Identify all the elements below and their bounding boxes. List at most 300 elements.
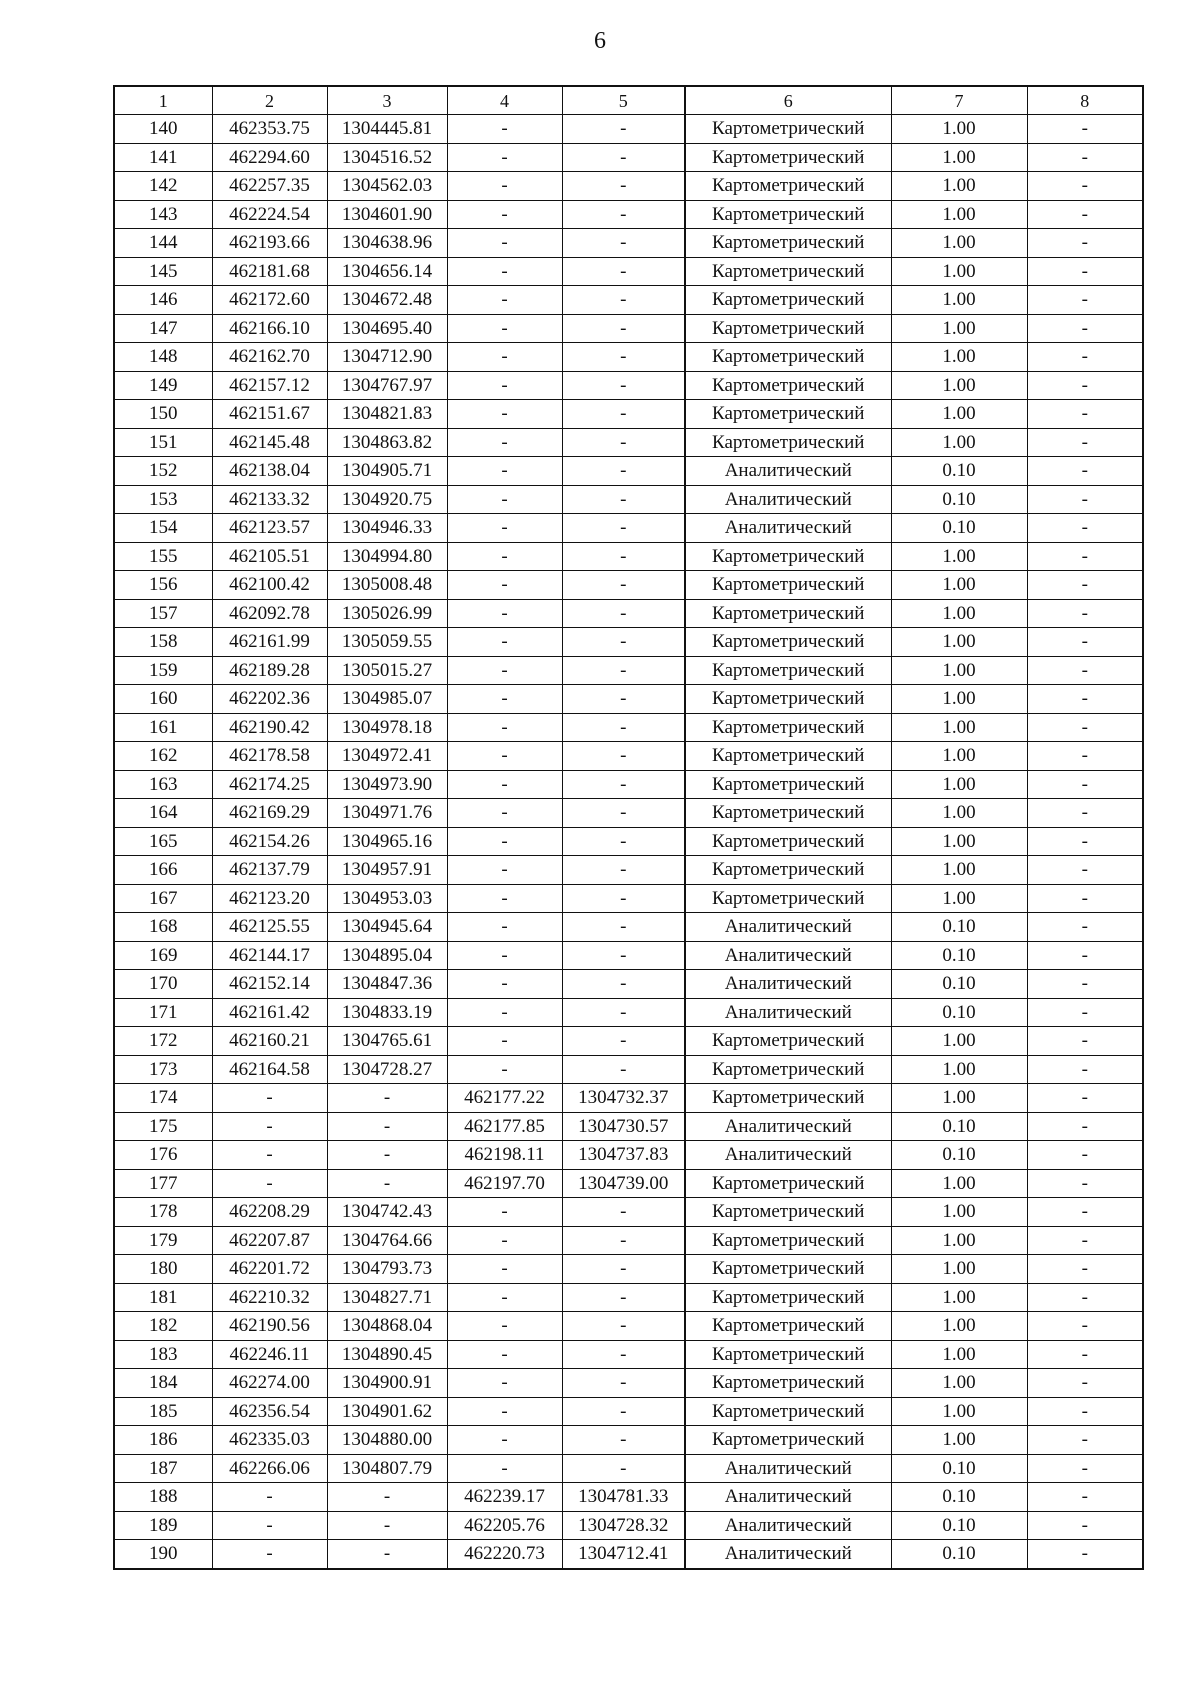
- table-cell-col-6: Картометрический: [685, 1340, 891, 1369]
- table-cell-col-3: 1304601.90: [327, 200, 447, 229]
- table-cell-col-8: -: [1027, 799, 1143, 828]
- table-row: [114, 1226, 1143, 1255]
- table-cell-col-1: 153: [114, 485, 212, 514]
- table-cell-col-7: 1.00: [891, 1255, 1027, 1284]
- table-cell-col-7: 0.10: [891, 970, 1027, 999]
- table-cell-col-3: 1304973.90: [327, 770, 447, 799]
- table-cell-col-1: 156: [114, 571, 212, 600]
- table-cell-col-3: -: [327, 1169, 447, 1198]
- table-cell-col-5: -: [562, 685, 685, 714]
- table-cell-col-6: Картометрический: [685, 371, 891, 400]
- table-cell-col-2: -: [212, 1112, 327, 1141]
- table-cell-col-3: 1304890.45: [327, 1340, 447, 1369]
- table-cell-col-5: -: [562, 599, 685, 628]
- table-cell-col-6: Картометрический: [685, 1198, 891, 1227]
- table-cell-col-6: Картометрический: [685, 400, 891, 429]
- table-cell-col-1: 179: [114, 1226, 212, 1255]
- table-cell-col-4: -: [447, 115, 562, 144]
- table-cell-col-7: 1.00: [891, 172, 1027, 201]
- table-header: [114, 86, 1143, 115]
- table-cell-col-1: 152: [114, 457, 212, 486]
- table-cell-col-1: 151: [114, 428, 212, 457]
- table-cell-col-1: 189: [114, 1511, 212, 1540]
- table-cell-col-8: -: [1027, 428, 1143, 457]
- table-cell-col-2: 462123.20: [212, 884, 327, 913]
- table-cell-col-7: 1.00: [891, 1397, 1027, 1426]
- table-cell-col-7: 0.10: [891, 913, 1027, 942]
- table-cell-col-3: 1304695.40: [327, 314, 447, 343]
- table-cell-col-8: -: [1027, 571, 1143, 600]
- table-cell-col-4: 462177.22: [447, 1084, 562, 1113]
- table-cell-col-2: 462356.54: [212, 1397, 327, 1426]
- table-cell-col-6: Картометрический: [685, 172, 891, 201]
- table-cell-col-2: -: [212, 1540, 327, 1569]
- table-cell-col-6: Картометрический: [685, 1369, 891, 1398]
- table-row: [114, 941, 1143, 970]
- table-cell-col-6: Картометрический: [685, 1283, 891, 1312]
- table-cell-col-5: -: [562, 371, 685, 400]
- table-cell-col-2: 462154.26: [212, 827, 327, 856]
- table-cell-col-4: -: [447, 827, 562, 856]
- table-cell-col-5: -: [562, 286, 685, 315]
- table-cell-col-5: -: [562, 428, 685, 457]
- table-cell-col-2: 462125.55: [212, 913, 327, 942]
- table-cell-col-8: -: [1027, 1169, 1143, 1198]
- table-cell-col-7: 0.10: [891, 1112, 1027, 1141]
- table-cell-col-4: -: [447, 1340, 562, 1369]
- table-cell-col-8: -: [1027, 115, 1143, 144]
- table-row: [114, 599, 1143, 628]
- table-cell-col-7: 1.00: [891, 799, 1027, 828]
- table-cell-col-2: 462172.60: [212, 286, 327, 315]
- table-row: [114, 257, 1143, 286]
- table-cell-col-1: 161: [114, 713, 212, 742]
- table-cell-col-3: -: [327, 1540, 447, 1569]
- table-cell-col-5: -: [562, 485, 685, 514]
- table-cell-col-8: -: [1027, 485, 1143, 514]
- table-cell-col-1: 188: [114, 1483, 212, 1512]
- table-row: [114, 656, 1143, 685]
- table-cell-col-1: 184: [114, 1369, 212, 1398]
- table-cell-col-4: -: [447, 542, 562, 571]
- table-cell-col-8: -: [1027, 343, 1143, 372]
- table-cell-col-1: 143: [114, 200, 212, 229]
- table-cell-col-5: -: [562, 656, 685, 685]
- table-row: [114, 827, 1143, 856]
- table-cell-col-3: 1304793.73: [327, 1255, 447, 1284]
- table-cell-col-5: -: [562, 1340, 685, 1369]
- table-cell-col-5: -: [562, 742, 685, 771]
- table-cell-col-5: -: [562, 571, 685, 600]
- table-cell-col-7: 0.10: [891, 1141, 1027, 1170]
- table-cell-col-1: 147: [114, 314, 212, 343]
- table-cell-col-4: -: [447, 941, 562, 970]
- table-cell-col-5: -: [562, 143, 685, 172]
- table-cell-col-5: -: [562, 514, 685, 543]
- table-cell-col-3: -: [327, 1483, 447, 1512]
- table-cell-col-7: 1.00: [891, 656, 1027, 685]
- table-cell-col-5: -: [562, 1283, 685, 1312]
- table-row: [114, 1511, 1143, 1540]
- table-cell-col-5: -: [562, 1027, 685, 1056]
- table-cell-col-4: -: [447, 485, 562, 514]
- table-cell-col-2: 462201.72: [212, 1255, 327, 1284]
- table-cell-col-1: 170: [114, 970, 212, 999]
- table-cell-col-5: -: [562, 1226, 685, 1255]
- table-cell-col-2: -: [212, 1511, 327, 1540]
- table-cell-col-5: -: [562, 257, 685, 286]
- table-cell-col-6: Аналитический: [685, 1483, 891, 1512]
- table-cell-col-7: 0.10: [891, 1483, 1027, 1512]
- table-cell-col-3: 1304971.76: [327, 799, 447, 828]
- table-cell-col-5: 1304712.41: [562, 1540, 685, 1569]
- table-cell-col-8: -: [1027, 542, 1143, 571]
- table-cell-col-5: 1304732.37: [562, 1084, 685, 1113]
- table-cell-col-4: -: [447, 1226, 562, 1255]
- table-cell-col-2: 462123.57: [212, 514, 327, 543]
- table-cell-col-8: -: [1027, 400, 1143, 429]
- table-row: [114, 400, 1143, 429]
- table-cell-col-3: 1304445.81: [327, 115, 447, 144]
- table-cell-col-3: 1304868.04: [327, 1312, 447, 1341]
- table-row: [114, 1397, 1143, 1426]
- table-cell-col-7: 0.10: [891, 941, 1027, 970]
- table-cell-col-1: 176: [114, 1141, 212, 1170]
- table-cell-col-6: Аналитический: [685, 970, 891, 999]
- table-cell-col-3: 1304712.90: [327, 343, 447, 372]
- table-cell-col-2: -: [212, 1169, 327, 1198]
- table-cell-col-1: 162: [114, 742, 212, 771]
- table-cell-col-2: 462174.25: [212, 770, 327, 799]
- table-cell-col-3: 1304562.03: [327, 172, 447, 201]
- table-cell-col-4: -: [447, 998, 562, 1027]
- table-cell-col-8: -: [1027, 713, 1143, 742]
- table-cell-col-1: 158: [114, 628, 212, 657]
- page-number: 6: [594, 28, 606, 54]
- table-cell-col-6: Картометрический: [685, 827, 891, 856]
- table-cell-col-2: 462133.32: [212, 485, 327, 514]
- table-cell-col-8: -: [1027, 599, 1143, 628]
- table-cell-col-8: -: [1027, 1483, 1143, 1512]
- table-row: [114, 1084, 1143, 1113]
- table-cell-col-2: -: [212, 1084, 327, 1113]
- table-cell-col-8: -: [1027, 998, 1143, 1027]
- table-cell-col-1: 141: [114, 143, 212, 172]
- table-row: [114, 1055, 1143, 1084]
- table-cell-col-8: -: [1027, 941, 1143, 970]
- table-cell-col-1: 186: [114, 1426, 212, 1455]
- table-cell-col-6: Картометрический: [685, 257, 891, 286]
- table-cell-col-8: -: [1027, 1426, 1143, 1455]
- table-row: [114, 514, 1143, 543]
- table-cell-col-5: -: [562, 770, 685, 799]
- table-cell-col-7: 0.10: [891, 1454, 1027, 1483]
- table-cell-col-4: -: [447, 1283, 562, 1312]
- table-cell-col-2: 462161.99: [212, 628, 327, 657]
- table-cell-col-4: -: [447, 1426, 562, 1455]
- table-cell-col-8: -: [1027, 286, 1143, 315]
- table-cell-col-5: -: [562, 115, 685, 144]
- table-cell-col-3: 1304821.83: [327, 400, 447, 429]
- table-cell-col-7: 0.10: [891, 1511, 1027, 1540]
- table-row: [114, 172, 1143, 201]
- table-cell-col-3: 1304985.07: [327, 685, 447, 714]
- table-cell-col-3: 1305008.48: [327, 571, 447, 600]
- table-row: [114, 1340, 1143, 1369]
- table-cell-col-3: 1304764.66: [327, 1226, 447, 1255]
- table-cell-col-6: Картометрический: [685, 1397, 891, 1426]
- table-cell-col-3: 1304638.96: [327, 229, 447, 258]
- table-cell-col-4: -: [447, 1454, 562, 1483]
- table-row: [114, 286, 1143, 315]
- table-row: [114, 1283, 1143, 1312]
- table-cell-col-5: 1304781.33: [562, 1483, 685, 1512]
- table-cell-col-8: -: [1027, 1112, 1143, 1141]
- table-cell-col-1: 180: [114, 1255, 212, 1284]
- table-cell-col-3: 1304946.33: [327, 514, 447, 543]
- table-cell-col-4: 462205.76: [447, 1511, 562, 1540]
- table-cell-col-3: 1305059.55: [327, 628, 447, 657]
- table-cell-col-8: -: [1027, 685, 1143, 714]
- table-cell-col-7: 1.00: [891, 143, 1027, 172]
- table-cell-col-8: -: [1027, 656, 1143, 685]
- table-cell-col-3: 1304765.61: [327, 1027, 447, 1056]
- table-cell-col-8: -: [1027, 1540, 1143, 1569]
- table-cell-col-3: 1304767.97: [327, 371, 447, 400]
- header-row: [114, 86, 1143, 115]
- table-cell-col-5: -: [562, 970, 685, 999]
- table-cell-col-7: 0.10: [891, 485, 1027, 514]
- table-row: [114, 200, 1143, 229]
- table-cell-col-7: 1.00: [891, 314, 1027, 343]
- table-cell-col-8: -: [1027, 314, 1143, 343]
- table-cell-col-7: 1.00: [891, 257, 1027, 286]
- table-row: [114, 371, 1143, 400]
- table-cell-col-5: -: [562, 343, 685, 372]
- table-cell-col-7: 0.10: [891, 457, 1027, 486]
- table-cell-col-7: 1.00: [891, 884, 1027, 913]
- table-cell-col-7: 1.00: [891, 1198, 1027, 1227]
- table-cell-col-1: 146: [114, 286, 212, 315]
- table-cell-col-7: 1.00: [891, 286, 1027, 315]
- column-header-4: 4: [447, 86, 562, 115]
- table-cell-col-2: 462246.11: [212, 1340, 327, 1369]
- column-header-1: 1: [114, 86, 212, 115]
- table-cell-col-8: -: [1027, 1511, 1143, 1540]
- table-cell-col-1: 140: [114, 115, 212, 144]
- table-cell-col-8: -: [1027, 1340, 1143, 1369]
- table-cell-col-4: -: [447, 428, 562, 457]
- table-cell-col-7: 0.10: [891, 1540, 1027, 1569]
- table-cell-col-1: 181: [114, 1283, 212, 1312]
- table-cell-col-6: Картометрический: [685, 685, 891, 714]
- table-cell-col-6: Картометрический: [685, 799, 891, 828]
- table-cell-col-4: -: [447, 656, 562, 685]
- table-cell-col-2: 462274.00: [212, 1369, 327, 1398]
- table-row: [114, 1141, 1143, 1170]
- table-cell-col-6: Картометрический: [685, 229, 891, 258]
- table-cell-col-6: Аналитический: [685, 485, 891, 514]
- table-cell-col-3: 1304900.91: [327, 1369, 447, 1398]
- table-cell-col-5: 1304730.57: [562, 1112, 685, 1141]
- table-cell-col-2: 462137.79: [212, 856, 327, 885]
- table-row: [114, 1454, 1143, 1483]
- table-cell-col-5: -: [562, 400, 685, 429]
- table-cell-col-6: Картометрический: [685, 713, 891, 742]
- table-cell-col-4: -: [447, 1055, 562, 1084]
- table-row: [114, 115, 1143, 144]
- table-cell-col-4: -: [447, 1397, 562, 1426]
- table-cell-col-6: Картометрический: [685, 542, 891, 571]
- table-cell-col-2: 462266.06: [212, 1454, 327, 1483]
- table-cell-col-6: Картометрический: [685, 571, 891, 600]
- table-cell-col-1: 166: [114, 856, 212, 885]
- table-cell-col-5: -: [562, 941, 685, 970]
- table-cell-col-4: -: [447, 1198, 562, 1227]
- table-cell-col-5: 1304728.32: [562, 1511, 685, 1540]
- table-cell-col-4: -: [447, 400, 562, 429]
- table-cell-col-4: -: [447, 571, 562, 600]
- table-cell-col-2: 462160.21: [212, 1027, 327, 1056]
- table-cell-col-2: 462294.60: [212, 143, 327, 172]
- table-cell-col-2: 462161.42: [212, 998, 327, 1027]
- table-cell-col-7: 1.00: [891, 1226, 1027, 1255]
- table-cell-col-2: 462189.28: [212, 656, 327, 685]
- table-cell-col-8: -: [1027, 1198, 1143, 1227]
- table-cell-col-4: -: [447, 1369, 562, 1398]
- table-cell-col-2: 462100.42: [212, 571, 327, 600]
- table-cell-col-5: -: [562, 1255, 685, 1284]
- table-cell-col-8: -: [1027, 1369, 1143, 1398]
- table-cell-col-6: Аналитический: [685, 1511, 891, 1540]
- table-cell-col-8: -: [1027, 1226, 1143, 1255]
- table-row: [114, 742, 1143, 771]
- table-cell-col-8: -: [1027, 1454, 1143, 1483]
- table-cell-col-2: 462092.78: [212, 599, 327, 628]
- table-cell-col-7: 1.00: [891, 115, 1027, 144]
- table-cell-col-6: Картометрический: [685, 1055, 891, 1084]
- table-cell-col-1: 150: [114, 400, 212, 429]
- table-row: [114, 1369, 1143, 1398]
- table-cell-col-5: -: [562, 172, 685, 201]
- table-cell-col-3: 1304728.27: [327, 1055, 447, 1084]
- table-cell-col-4: -: [447, 599, 562, 628]
- table-row: [114, 913, 1143, 942]
- table-cell-col-2: 462144.17: [212, 941, 327, 970]
- table-row: [114, 229, 1143, 258]
- table-row: [114, 428, 1143, 457]
- table-cell-col-1: 171: [114, 998, 212, 1027]
- table-cell-col-6: Аналитический: [685, 913, 891, 942]
- table-cell-col-8: -: [1027, 1283, 1143, 1312]
- table-cell-col-4: -: [447, 257, 562, 286]
- table-cell-col-2: 462166.10: [212, 314, 327, 343]
- table-row: [114, 1255, 1143, 1284]
- table-cell-col-3: 1304920.75: [327, 485, 447, 514]
- table-row: [114, 770, 1143, 799]
- table-cell-col-2: 462353.75: [212, 115, 327, 144]
- table-cell-col-3: 1304847.36: [327, 970, 447, 999]
- table-cell-col-6: Картометрический: [685, 884, 891, 913]
- table-cell-col-2: 462151.67: [212, 400, 327, 429]
- table-cell-col-7: 1.00: [891, 856, 1027, 885]
- table-row: [114, 1198, 1143, 1227]
- table-cell-col-6: Картометрический: [685, 1226, 891, 1255]
- table-cell-col-5: -: [562, 628, 685, 657]
- table-cell-col-6: Картометрический: [685, 314, 891, 343]
- table-cell-col-3: 1304807.79: [327, 1454, 447, 1483]
- table-cell-col-6: Аналитический: [685, 514, 891, 543]
- table-cell-col-2: 462190.42: [212, 713, 327, 742]
- table-cell-col-4: -: [447, 229, 562, 258]
- table-cell-col-7: 1.00: [891, 628, 1027, 657]
- table-cell-col-2: 462193.66: [212, 229, 327, 258]
- table-cell-col-8: -: [1027, 229, 1143, 258]
- table-cell-col-8: -: [1027, 742, 1143, 771]
- table-cell-col-7: 0.10: [891, 514, 1027, 543]
- table-row: [114, 314, 1143, 343]
- table-cell-col-3: 1305026.99: [327, 599, 447, 628]
- table-cell-col-2: 462210.32: [212, 1283, 327, 1312]
- table-cell-col-6: Картометрический: [685, 1426, 891, 1455]
- table-cell-col-5: -: [562, 1198, 685, 1227]
- table-cell-col-1: 145: [114, 257, 212, 286]
- table-cell-col-6: Картометрический: [685, 599, 891, 628]
- table-cell-col-5: -: [562, 713, 685, 742]
- table-cell-col-7: 1.00: [891, 343, 1027, 372]
- table-cell-col-4: -: [447, 371, 562, 400]
- table-cell-col-3: 1304957.91: [327, 856, 447, 885]
- table-cell-col-6: Аналитический: [685, 1141, 891, 1170]
- table-cell-col-2: 462181.68: [212, 257, 327, 286]
- table-cell-col-4: 462239.17: [447, 1483, 562, 1512]
- table-cell-col-2: 462164.58: [212, 1055, 327, 1084]
- table-cell-col-1: 163: [114, 770, 212, 799]
- table-cell-col-4: -: [447, 713, 562, 742]
- table-cell-col-2: -: [212, 1483, 327, 1512]
- table-cell-col-4: -: [447, 343, 562, 372]
- table-cell-col-6: Аналитический: [685, 457, 891, 486]
- table-cell-col-7: 1.00: [891, 1169, 1027, 1198]
- table-cell-col-4: -: [447, 1255, 562, 1284]
- table-cell-col-2: 462178.58: [212, 742, 327, 771]
- table-cell-col-8: -: [1027, 172, 1143, 201]
- table-cell-col-5: -: [562, 542, 685, 571]
- table-cell-col-7: 1.00: [891, 1369, 1027, 1398]
- table-cell-col-1: 185: [114, 1397, 212, 1426]
- table-row: [114, 457, 1143, 486]
- table-cell-col-6: Картометрический: [685, 200, 891, 229]
- table-cell-col-6: Аналитический: [685, 998, 891, 1027]
- table-cell-col-1: 154: [114, 514, 212, 543]
- table-cell-col-7: 1.00: [891, 200, 1027, 229]
- table-cell-col-2: 462162.70: [212, 343, 327, 372]
- table-cell-col-8: -: [1027, 827, 1143, 856]
- table-cell-col-2: 462224.54: [212, 200, 327, 229]
- table-cell-col-1: 148: [114, 343, 212, 372]
- table-cell-col-1: 142: [114, 172, 212, 201]
- table-cell-col-5: -: [562, 229, 685, 258]
- table-cell-col-2: 462208.29: [212, 1198, 327, 1227]
- table-cell-col-6: Картометрический: [685, 1255, 891, 1284]
- table-row: [114, 685, 1143, 714]
- table-cell-col-8: -: [1027, 200, 1143, 229]
- table-body: [114, 115, 1143, 1569]
- table-cell-col-6: Картометрический: [685, 628, 891, 657]
- table-cell-col-6: Аналитический: [685, 1112, 891, 1141]
- coordinates-table: [113, 85, 1144, 1570]
- table-cell-col-4: -: [447, 970, 562, 999]
